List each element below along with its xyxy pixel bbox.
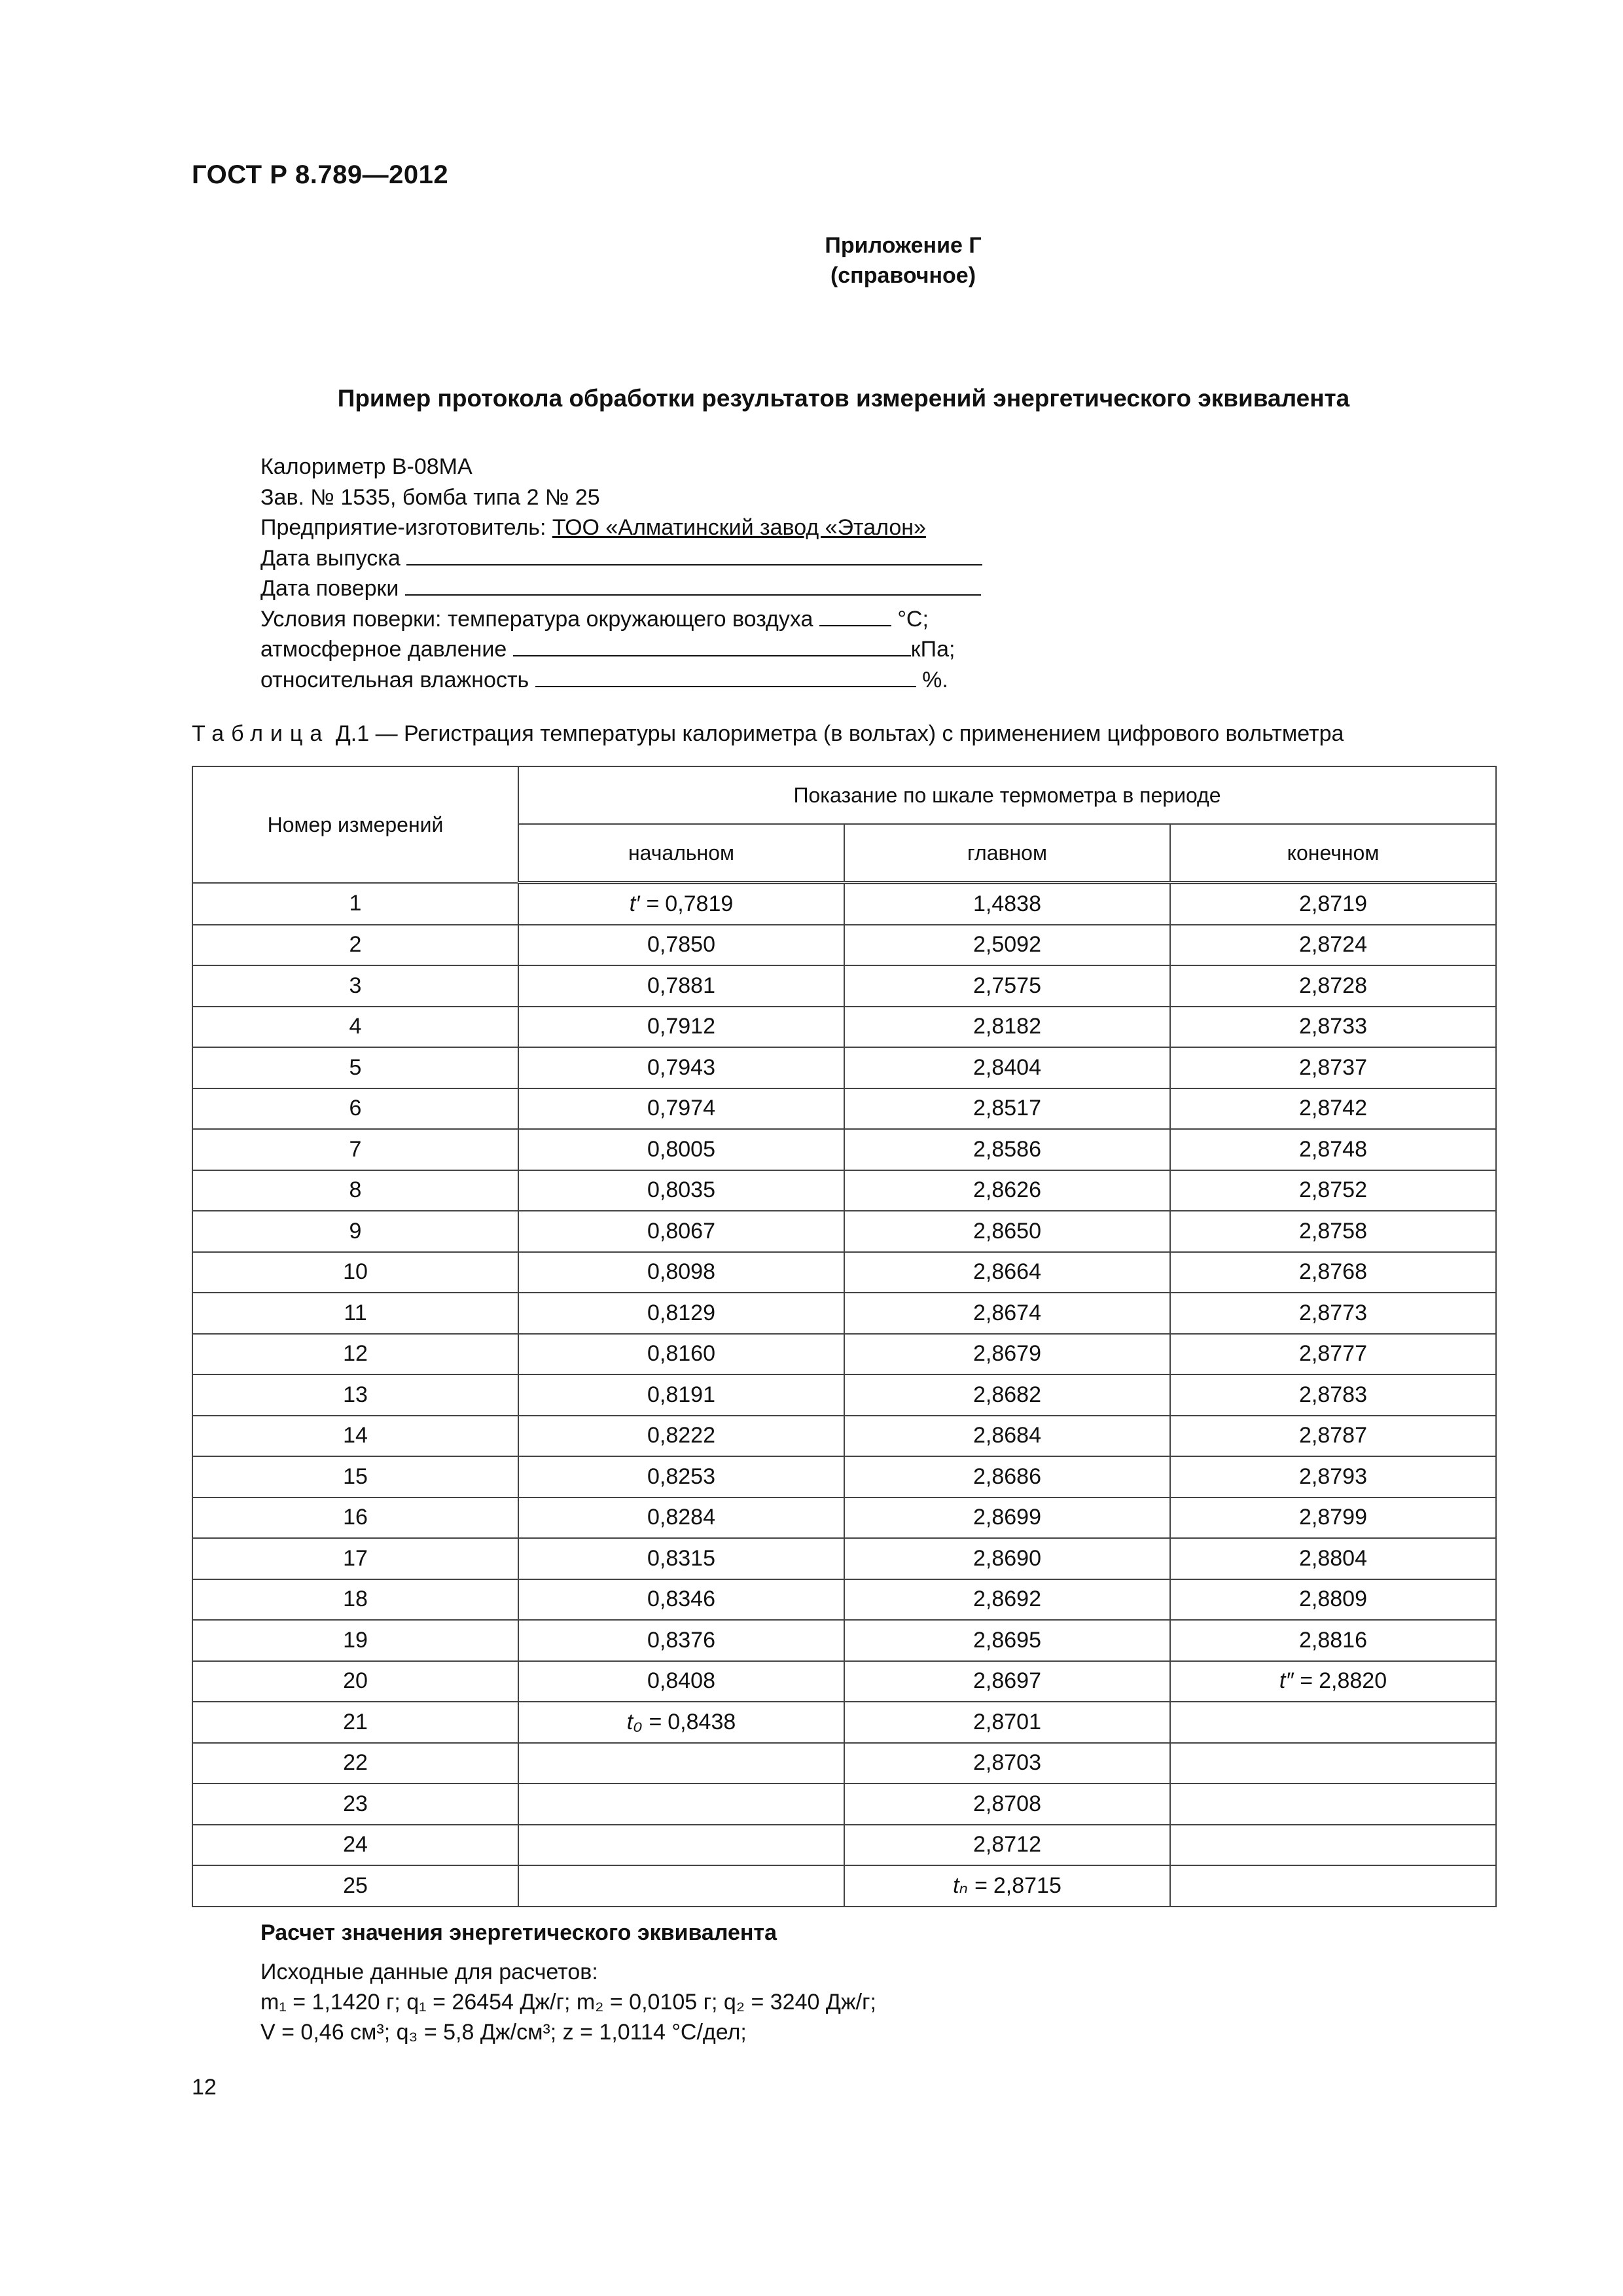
cell-main — [844, 1007, 1170, 1048]
temperature-table — [192, 766, 1497, 1907]
cell-final — [1170, 1825, 1496, 1866]
cell-initial — [518, 1825, 844, 1866]
table-row — [192, 1334, 1496, 1375]
col-final-header: конечном — [1170, 824, 1496, 883]
cell-number — [192, 1252, 518, 1293]
page-number: 12 — [192, 2075, 217, 2100]
cell-final — [1170, 1661, 1496, 1702]
cell-number-value: 10 — [343, 1259, 368, 1285]
cell-number — [192, 1456, 518, 1498]
humidity-unit: %. — [922, 667, 948, 692]
cell-number-value: 7 — [349, 1136, 362, 1162]
cell-main-value: 2,8695 — [973, 1627, 1041, 1653]
table-row — [192, 1702, 1496, 1743]
cell-initial — [518, 1007, 844, 1048]
cell-final-value: 2,8787 — [1299, 1423, 1367, 1448]
cell-final — [1170, 1374, 1496, 1416]
cell-final — [1170, 1865, 1496, 1907]
cell-main — [844, 1865, 1170, 1907]
pressure-unit: кПа; — [910, 637, 955, 662]
cell-initial — [518, 1498, 844, 1539]
cell-initial-value: 0,8191 — [647, 1382, 715, 1407]
cell-initial-value: 0,8438 — [668, 1709, 736, 1734]
cell-initial — [518, 1661, 844, 1702]
calc-line-2: V = 0,46 см³; q₃ = 5,8 Дж/см³; z = 1,0114 °С/дел; — [260, 2020, 747, 2045]
calorimeter-line: Калориметр В-08МА — [260, 454, 473, 479]
humidity-blank — [535, 666, 916, 687]
cell-number — [192, 1170, 518, 1211]
cell-initial — [518, 1784, 844, 1825]
table-row — [192, 1538, 1496, 1579]
calc-title: Расчет значения энергетического эквивалента — [260, 1920, 777, 1945]
cell-main — [844, 1047, 1170, 1088]
table-caption — [192, 721, 1501, 747]
cell-main-value: 2,8517 — [973, 1096, 1041, 1121]
cell-number-value: 11 — [344, 1300, 367, 1325]
verification-date-label: Дата поверки — [260, 576, 399, 601]
pressure-label: атмосферное давление — [260, 637, 507, 662]
cell-final — [1170, 1129, 1496, 1170]
cell-final-value: 2,8804 — [1299, 1545, 1367, 1571]
cell-number-value: 22 — [343, 1750, 368, 1776]
cell-main — [844, 1088, 1170, 1130]
cell-main-value: 2,8664 — [973, 1259, 1041, 1285]
cell-main-value: 2,8715 — [993, 1873, 1061, 1899]
cell-main — [844, 1498, 1170, 1539]
cell-number-value: 13 — [343, 1382, 368, 1407]
col-main-header: главном — [844, 824, 1170, 883]
table-row — [192, 1211, 1496, 1252]
cell-main — [844, 1416, 1170, 1457]
cell-main-value: 2,8701 — [973, 1709, 1041, 1734]
cell-initial — [518, 1416, 844, 1457]
cell-main — [844, 925, 1170, 966]
release-date-label: Дата выпуска — [260, 545, 401, 571]
calc-intro: Исходные данные для расчетов: — [260, 1960, 598, 1984]
cell-final-value: 2,8748 — [1299, 1136, 1367, 1162]
cell-main-value: 2,8626 — [973, 1177, 1041, 1203]
cell-final-value: 2,8768 — [1299, 1259, 1367, 1285]
table-row — [192, 1784, 1496, 1825]
cell-initial-value: 0,7943 — [647, 1054, 715, 1080]
cell-final-value: 2,8777 — [1299, 1341, 1367, 1367]
cell-final-symbol: t″ = — [1279, 1668, 1319, 1694]
cell-initial-value: 0,8253 — [647, 1463, 715, 1489]
cell-number-value: 17 — [343, 1545, 368, 1571]
cell-final-value: 2,8719 — [1299, 891, 1367, 916]
cell-main — [844, 1252, 1170, 1293]
cell-final — [1170, 925, 1496, 966]
cell-number — [192, 1129, 518, 1170]
cell-final-value: 2,8758 — [1299, 1218, 1367, 1244]
cell-main-value: 2,8712 — [973, 1832, 1041, 1857]
cell-main-value: 2,8690 — [973, 1545, 1041, 1571]
cell-number-value: 9 — [349, 1218, 362, 1244]
cell-number-value: 14 — [343, 1423, 368, 1448]
conditions-line — [260, 604, 1046, 635]
cell-number-value: 19 — [343, 1627, 368, 1653]
cell-number — [192, 883, 518, 925]
cell-main — [844, 1784, 1170, 1825]
cell-final — [1170, 1334, 1496, 1375]
table-row — [192, 883, 1496, 925]
cell-final-value: 2,8737 — [1299, 1054, 1367, 1080]
cell-initial-symbol: t₀ = — [626, 1709, 668, 1734]
table-row — [192, 1579, 1496, 1621]
table-row — [192, 1620, 1496, 1661]
cell-number — [192, 1416, 518, 1457]
table-row — [192, 925, 1496, 966]
cell-main-value: 2,8182 — [973, 1014, 1041, 1039]
cell-initial — [518, 1702, 844, 1743]
cell-final — [1170, 1579, 1496, 1621]
cell-initial-value: 0,8346 — [647, 1587, 715, 1612]
cell-initial — [518, 1088, 844, 1130]
cell-initial-value: 0,8035 — [647, 1177, 715, 1203]
cell-initial — [518, 1865, 844, 1907]
table-row — [192, 1825, 1496, 1866]
cell-number — [192, 1293, 518, 1334]
cell-number — [192, 1007, 518, 1048]
cell-initial-value: 0,8005 — [647, 1136, 715, 1162]
table-row — [192, 1416, 1496, 1457]
cell-final — [1170, 1498, 1496, 1539]
pressure-blank — [513, 636, 911, 656]
cell-initial — [518, 1456, 844, 1498]
manufacturer-label: Предприятие-изготовитель: — [260, 515, 552, 540]
cell-initial-value: 0,8408 — [647, 1668, 715, 1694]
cell-main-value: 2,8650 — [973, 1218, 1041, 1244]
cell-final — [1170, 1170, 1496, 1211]
cell-final — [1170, 1252, 1496, 1293]
conditions-label: Условия поверки: температура окружающего воздуха — [260, 606, 813, 632]
cell-number — [192, 1498, 518, 1539]
cell-initial — [518, 1129, 844, 1170]
cell-final-value: 2,8783 — [1299, 1382, 1367, 1407]
cell-number — [192, 1579, 518, 1621]
cell-initial-symbol: t′ = — [629, 891, 666, 916]
cell-main-value: 2,8686 — [973, 1463, 1041, 1489]
cell-number — [192, 1334, 518, 1375]
cell-final — [1170, 1047, 1496, 1088]
cell-main-value: 2,5092 — [973, 932, 1041, 958]
cell-final-value: 2,8742 — [1299, 1096, 1367, 1121]
col-number-header: Номер измерений — [192, 766, 518, 883]
cell-number-value: 12 — [343, 1341, 368, 1367]
table-row — [192, 1743, 1496, 1784]
cell-final — [1170, 1088, 1496, 1130]
cell-main-value: 2,7575 — [973, 973, 1041, 998]
table-row — [192, 965, 1496, 1007]
document-title: Пример протокола обработки результатов измерений энергетического эквивалента — [337, 385, 1350, 412]
cell-final — [1170, 1293, 1496, 1334]
cell-main-value: 2,8697 — [973, 1668, 1041, 1694]
cell-main-value: 2,8674 — [973, 1300, 1041, 1325]
cell-number — [192, 1865, 518, 1907]
cell-number — [192, 1620, 518, 1661]
table-row — [192, 1865, 1496, 1907]
table-row — [192, 1170, 1496, 1211]
cell-main — [844, 1374, 1170, 1416]
cell-number — [192, 965, 518, 1007]
cell-number-value: 5 — [349, 1054, 362, 1080]
cell-initial-value: 0,8376 — [647, 1627, 715, 1653]
cell-final-value: 2,8799 — [1299, 1505, 1367, 1530]
humidity-label: относительная влажность — [260, 667, 529, 692]
cell-number — [192, 1374, 518, 1416]
col-group-header: Показание по шкале термометра в периоде — [518, 766, 1496, 824]
verification-date-blank — [405, 575, 981, 596]
cell-number-value: 23 — [343, 1791, 368, 1816]
cell-final-value: 2,8728 — [1299, 973, 1367, 998]
cell-initial — [518, 1579, 844, 1621]
manufacturer-value: ТОО «Алматинский завод «Эталон» — [552, 515, 926, 540]
temperature-unit: °С; — [897, 606, 929, 632]
cell-number — [192, 1661, 518, 1702]
cell-main-value: 2,8586 — [973, 1136, 1041, 1162]
cell-number-value: 4 — [349, 1014, 362, 1039]
cell-initial-value: 0,8129 — [647, 1300, 715, 1325]
table-row — [192, 1661, 1496, 1702]
cell-number — [192, 1538, 518, 1579]
table-row — [192, 1374, 1496, 1416]
annex-title: Приложение Г — [825, 233, 982, 258]
cell-number-value: 16 — [343, 1505, 368, 1530]
cell-initial — [518, 1620, 844, 1661]
cell-main — [844, 1170, 1170, 1211]
cell-number-value: 3 — [349, 973, 362, 998]
cell-final — [1170, 1456, 1496, 1498]
cell-number-value: 18 — [343, 1587, 368, 1612]
cell-main-value: 2,8703 — [973, 1750, 1041, 1776]
cell-number-value: 25 — [343, 1873, 368, 1898]
cell-main — [844, 1579, 1170, 1621]
cell-number-value: 21 — [343, 1709, 368, 1734]
cell-final — [1170, 965, 1496, 1007]
table-row — [192, 1252, 1496, 1293]
cell-final — [1170, 1211, 1496, 1252]
cell-main-symbol: tₙ = — [953, 1873, 993, 1899]
cell-final — [1170, 1538, 1496, 1579]
cell-initial — [518, 1252, 844, 1293]
cell-final — [1170, 1743, 1496, 1784]
cell-initial — [518, 1538, 844, 1579]
cell-main — [844, 1661, 1170, 1702]
cell-final-value: 2,8752 — [1299, 1177, 1367, 1203]
cell-number-value: 20 — [343, 1668, 368, 1694]
cell-number-value: 6 — [349, 1096, 362, 1121]
table-row — [192, 1498, 1496, 1539]
verification-date-line — [260, 573, 1046, 604]
cell-main-value: 2,8708 — [973, 1791, 1041, 1816]
cell-main — [844, 1293, 1170, 1334]
cell-main — [844, 1620, 1170, 1661]
cell-number — [192, 1825, 518, 1866]
cell-number — [192, 925, 518, 966]
table-row — [192, 1047, 1496, 1088]
cell-initial — [518, 1047, 844, 1088]
cell-initial-value: 0,8315 — [647, 1545, 715, 1571]
annex-type: (справочное) — [830, 263, 976, 288]
cell-initial — [518, 1211, 844, 1252]
cell-initial-value: 0,7912 — [647, 1014, 715, 1039]
cell-main-value: 2,8679 — [973, 1341, 1041, 1367]
cell-main-value: 1,4838 — [973, 891, 1041, 916]
cell-initial-value: 0,7819 — [665, 891, 734, 916]
cell-initial-value: 0,7850 — [647, 932, 715, 958]
manufacturer-line — [260, 512, 1046, 543]
cell-main — [844, 1456, 1170, 1498]
protocol-header — [260, 452, 1046, 695]
table-row — [192, 1456, 1496, 1498]
cell-final — [1170, 1007, 1496, 1048]
cell-initial — [518, 1374, 844, 1416]
cell-final — [1170, 883, 1496, 925]
table-row — [192, 1007, 1496, 1048]
cell-final — [1170, 1784, 1496, 1825]
annex-heading — [772, 230, 1034, 291]
table-row — [192, 1088, 1496, 1130]
table-body — [192, 883, 1496, 1907]
cell-main — [844, 1334, 1170, 1375]
table-row — [192, 1129, 1496, 1170]
col-initial-header: начальном — [518, 824, 844, 883]
cell-number-value: 1 — [349, 891, 362, 916]
cell-number-value: 8 — [349, 1177, 362, 1203]
cell-final-value: 2,8773 — [1299, 1300, 1367, 1325]
cell-number — [192, 1784, 518, 1825]
cell-final-value: 2,8793 — [1299, 1463, 1367, 1489]
cell-main — [844, 965, 1170, 1007]
cell-initial — [518, 883, 844, 925]
cell-number — [192, 1743, 518, 1784]
cell-initial — [518, 1170, 844, 1211]
cell-main — [844, 1702, 1170, 1743]
cell-final — [1170, 1702, 1496, 1743]
pressure-line — [260, 634, 1046, 665]
cell-initial-value: 0,7974 — [647, 1096, 715, 1121]
release-date-line — [260, 543, 1046, 574]
cell-number-value: 24 — [343, 1832, 368, 1857]
cell-initial-value: 0,8284 — [647, 1505, 715, 1530]
cell-final-value: 2,8820 — [1319, 1668, 1387, 1694]
release-date-blank — [406, 545, 982, 565]
temperature-blank — [819, 605, 891, 626]
cell-main-value: 2,8684 — [973, 1423, 1041, 1448]
table-caption-text: Д.1 — Регистрация температуры калориметра (в вольтах) с применением цифрового вольтметра — [329, 721, 1344, 746]
cell-number — [192, 1088, 518, 1130]
cell-final — [1170, 1416, 1496, 1457]
cell-initial — [518, 1334, 844, 1375]
cell-final-value: 2,8733 — [1299, 1014, 1367, 1039]
cell-main — [844, 883, 1170, 925]
cell-initial-value: 0,8222 — [647, 1423, 715, 1448]
cell-main — [844, 1129, 1170, 1170]
cell-main — [844, 1538, 1170, 1579]
cell-main — [844, 1211, 1170, 1252]
calc-text — [260, 1957, 1438, 2047]
cell-initial — [518, 925, 844, 966]
cell-main-value: 2,8699 — [973, 1505, 1041, 1530]
cell-initial — [518, 1743, 844, 1784]
standard-code: ГОСТ Р 8.789—2012 — [192, 160, 449, 189]
cell-number — [192, 1047, 518, 1088]
cell-main-value: 2,8682 — [973, 1382, 1041, 1407]
cell-final-value: 2,8816 — [1299, 1627, 1367, 1653]
serial-line: Зав. № 1535, бомба типа 2 № 25 — [260, 484, 600, 510]
table-caption-prefix: Таблица — [192, 721, 330, 746]
cell-main-value: 2,8692 — [973, 1587, 1041, 1612]
humidity-line — [260, 665, 1046, 696]
cell-number — [192, 1211, 518, 1252]
cell-initial-value: 0,7881 — [647, 973, 715, 998]
cell-final — [1170, 1620, 1496, 1661]
cell-number-value: 2 — [349, 932, 362, 958]
table-row — [192, 1293, 1496, 1334]
cell-main — [844, 1825, 1170, 1866]
cell-final-value: 2,8724 — [1299, 932, 1367, 958]
cell-number-value: 15 — [343, 1463, 368, 1489]
calc-line-1: m₁ = 1,1420 г; q₁ = 26454 Дж/г; m₂ = 0,0105 г; q₂ = 3240 Дж/г; — [260, 1990, 876, 2015]
cell-initial-value: 0,8067 — [647, 1218, 715, 1244]
cell-final-value: 2,8809 — [1299, 1587, 1367, 1612]
cell-initial — [518, 965, 844, 1007]
cell-initial-value: 0,8160 — [647, 1341, 715, 1367]
cell-initial — [518, 1293, 844, 1334]
cell-initial-value: 0,8098 — [647, 1259, 715, 1285]
cell-main-value: 2,8404 — [973, 1054, 1041, 1080]
cell-main — [844, 1743, 1170, 1784]
cell-number — [192, 1702, 518, 1743]
